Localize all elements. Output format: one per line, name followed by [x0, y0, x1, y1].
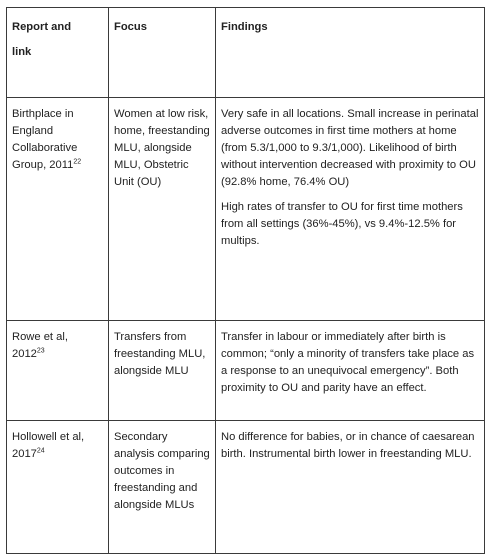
table-row [7, 321, 485, 421]
table-row [7, 98, 485, 321]
header-report-line-1: Report and [12, 21, 72, 33]
findings-paragraph: Very safe in all locations. Small increase in perinatal adverse outcomes in first time mothers at home (from 5.3/1,000 to 9.3/1,000). Likelihood of birth without intervention decreased with proximity to OU (92.8% home, 76.4% OU) [221, 108, 479, 188]
report-text: Hollowell et al, 2017 [12, 431, 85, 460]
header-report-and-link [7, 8, 109, 98]
report-cell [7, 421, 109, 554]
findings-paragraph: High rates of transfer to OU for first time mothers from all settings (36%-45%), vs 9.4%-12.5% for multips. [221, 201, 463, 247]
findings-cell [216, 421, 485, 554]
header-findings: Findings [216, 8, 485, 98]
table-header-row [7, 8, 485, 98]
header-report-line-2: link [12, 46, 32, 58]
focus-cell: Transfers from freestanding MLU, alongside MLU [109, 321, 216, 421]
report-cell [7, 321, 109, 421]
findings-paragraph: No difference for babies, or in chance of caesarean birth. Instrumental birth lower in freestanding MLU. [221, 431, 475, 460]
focus-cell: Women at low risk, home, freestanding MLU, alongside MLU, Obstetric Unit (OU) [109, 98, 216, 321]
focus-cell: Secondary analysis comparing outcomes in freestanding and alongside MLUs [109, 421, 216, 554]
reference-number: 22 [73, 158, 82, 166]
findings-paragraph: Transfer in labour or immediately after birth is common; “only a minority of transfers take place as a response to an unequivocal emergency”. Both proximity to OU and parity have an effect. [221, 331, 475, 394]
report-text: Birthplace in England Collaborative Group, 2011 [12, 108, 78, 171]
reference-number: 23 [36, 347, 45, 355]
report-text: Rowe et al, 2012 [12, 331, 68, 360]
table-row [7, 421, 485, 554]
reference-number: 24 [36, 447, 45, 455]
evidence-table [6, 7, 485, 554]
report-cell [7, 98, 109, 321]
findings-cell [216, 98, 485, 321]
header-focus: Focus [109, 8, 216, 98]
findings-cell [216, 321, 485, 421]
